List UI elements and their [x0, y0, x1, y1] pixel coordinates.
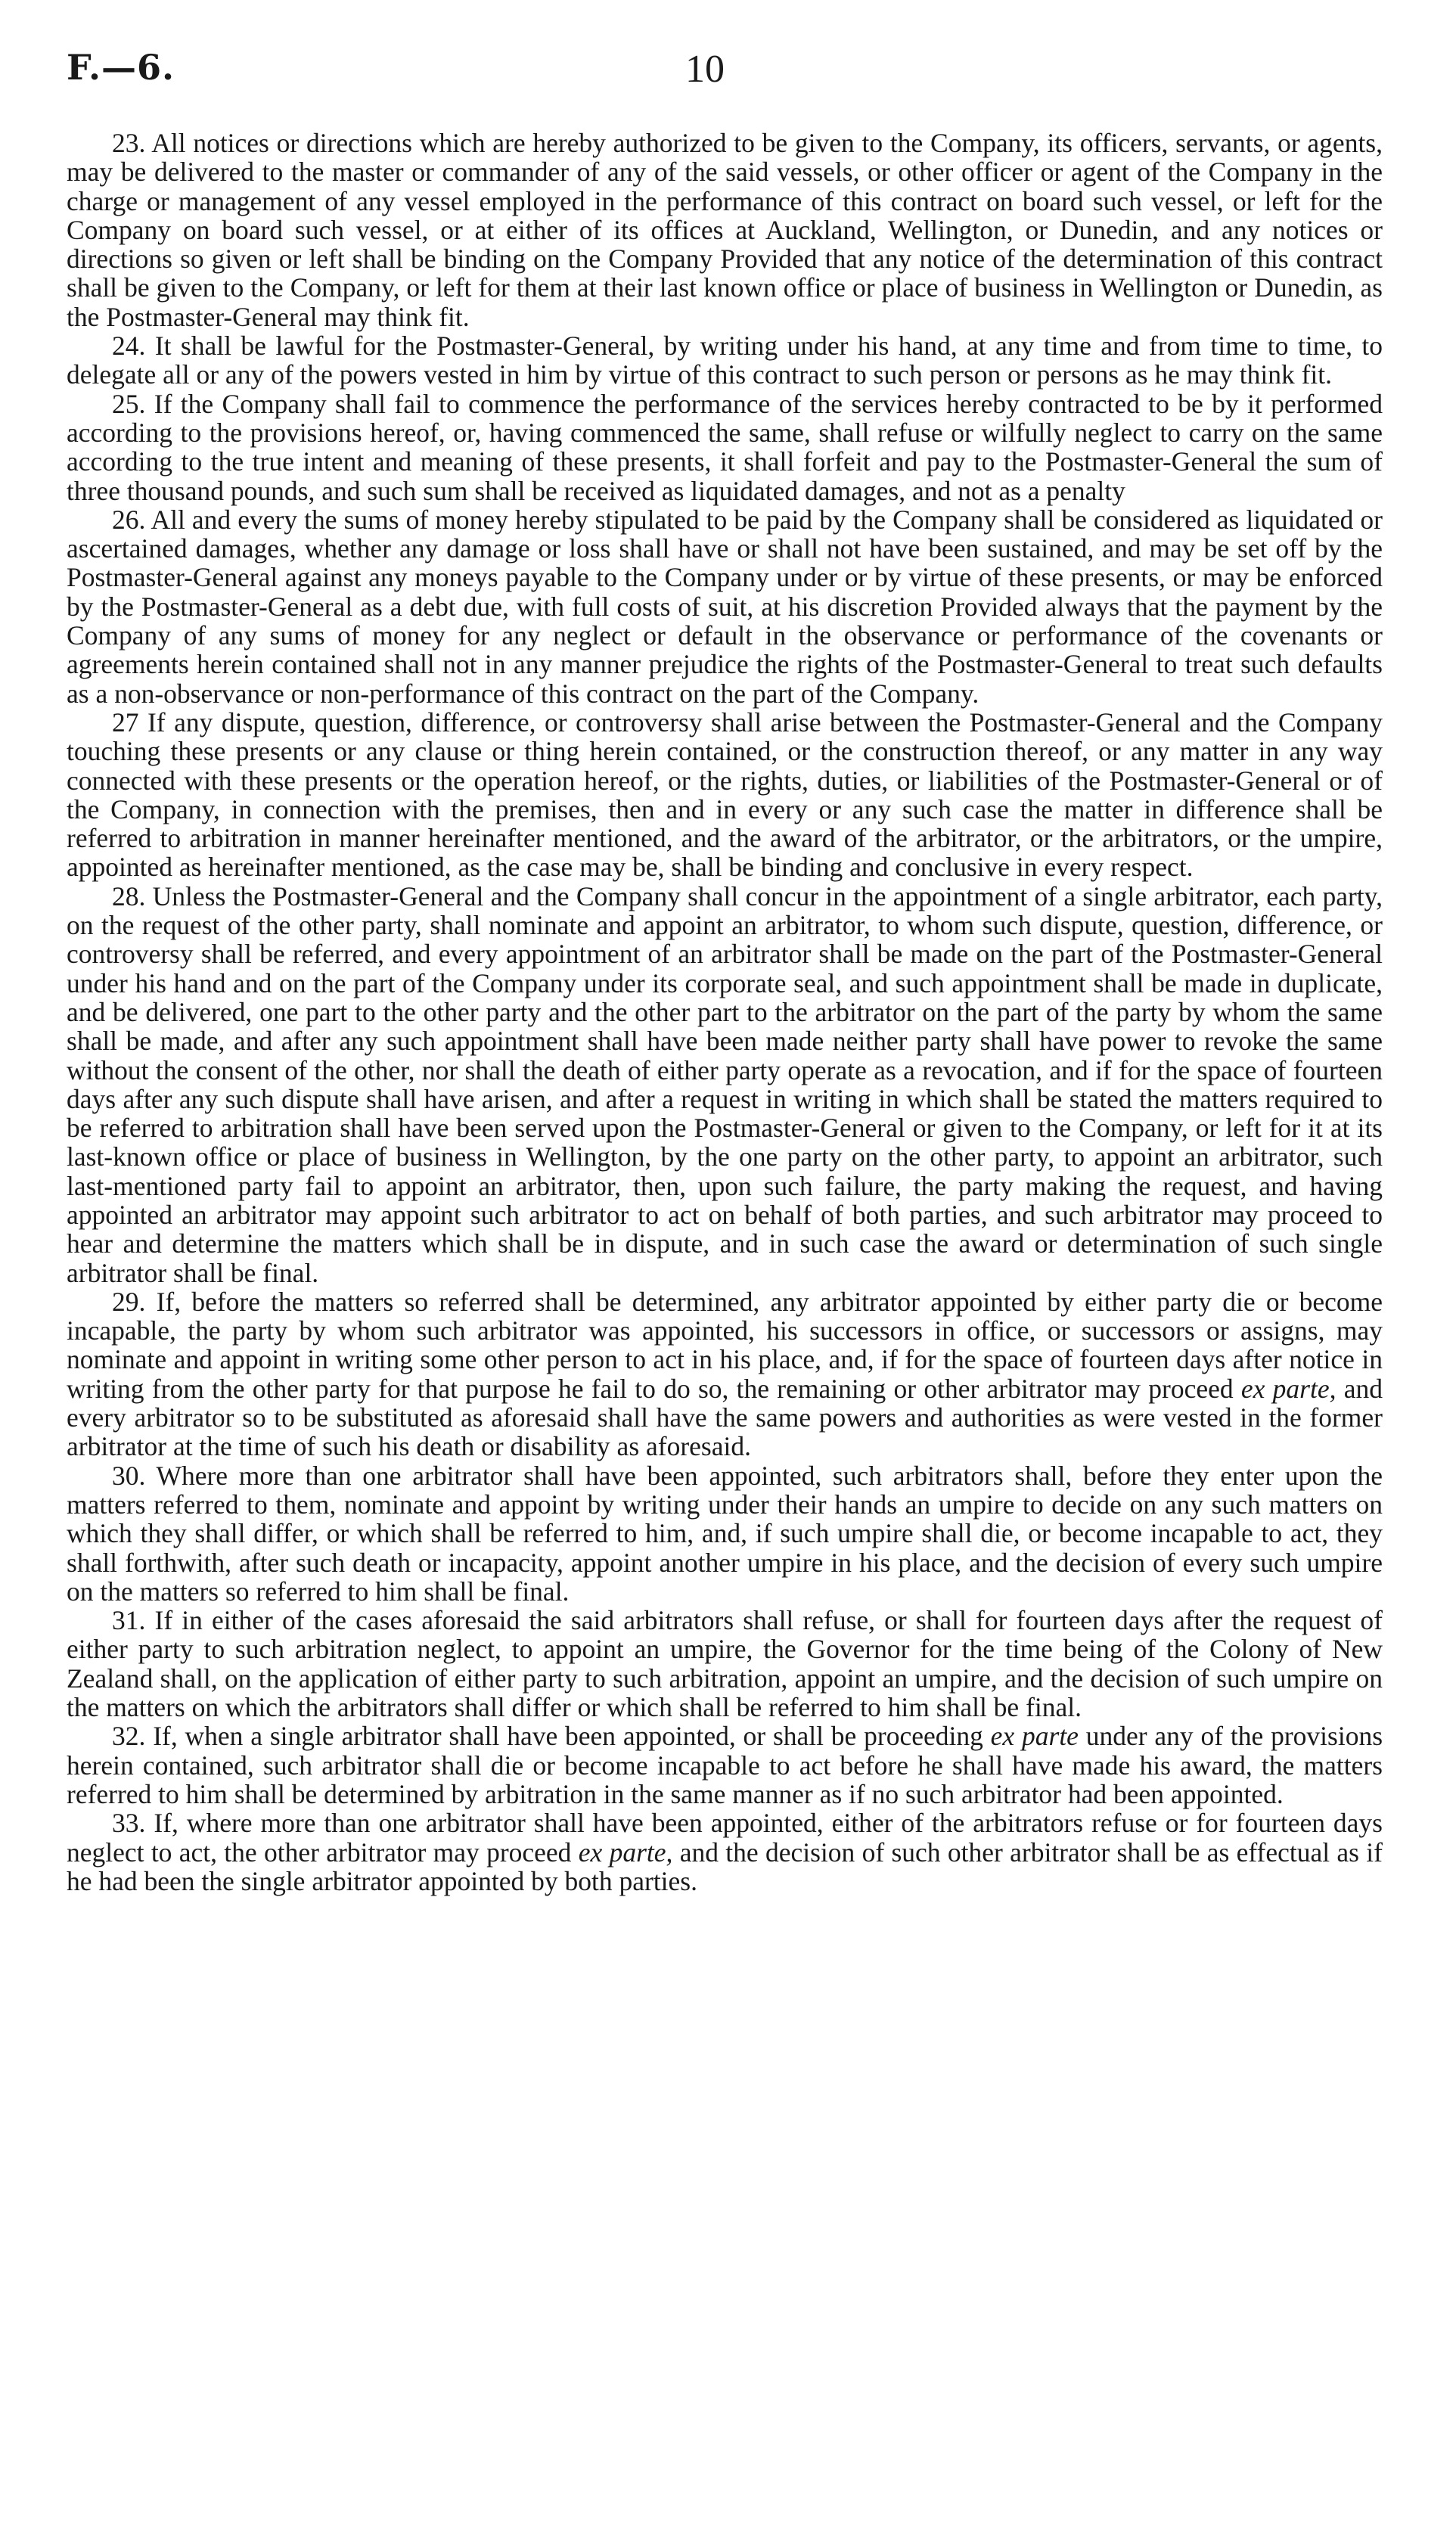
page-header	[67, 47, 1383, 107]
clause-text: If in either of the cases aforesaid the said arbitrators shall refuse, or shall for fourteen days after the request of either party to such arbitration neglect, to appoint an umpire, the Governor for the time being of the Colony of New Zealand shall, on the application of either party to such arbitration, appoint an umpire, and the decision of such umpire on the matters on which the arbitrators shall differ or which shall be referred to him shall be final.	[67, 1605, 1383, 1723]
clause-text: Unless the Postmaster-General and the Company shall concur in the appointment of a single arbitrator, each party, on the request of the other party, shall nominate and appoint an arbitrator, to whom such dispute, question, difference, or controversy shall be referred, and every appointment of an arbitrator shall be made on the part of the Postmaster-General under his hand and on the part of the Company under its corporate seal, and such appointment shall be made in duplicate, and be delivered, one part to the other party and the other part to the arbitrator on the part of the party by whom the same shall be made, and after any such appointment shall have been made neither party shall have power to revoke the same without the consent of the other, nor shall the death of either party operate as a revocation, and if for the space of fourteen days after any such dispute shall have arisen, and after a request in writing in which shall be stated the matters required to be referred to arbitration shall have been served upon the Postmaster-General or given to the Company, or left for it at its last-known office or place of business in Wellington, by the one party on the other party, to appoint an arbitrator, such last-mentioned party fail to appoint an arbitrator, then, upon such failure, the party making the request, and having appointed an arbitrator may appoint such arbitrator to act on behalf of both parties, and such arbitrator may proceed to hear and determine the matters which shall be in dispute, and in such case the award or determination of such single arbitrator shall be final.	[67, 880, 1383, 1288]
clause-23	[67, 129, 1383, 331]
clause-number: 23.	[112, 128, 146, 158]
page-number: 10	[685, 48, 725, 91]
clause-text-before: If, before the matters so referred shall be determined, any arbitrator appointed by either party die or become incapable, the party by whom such arbitrator was appointed, his successors in office, or successors or assigns, may nominate and appoint in writing some other person to act in his place, and, if for the space of fourteen days after notice in writing from the other party for that purpose he fail to do so, the remaining or other arbitrator may proceed	[67, 1286, 1383, 1404]
clause-30	[67, 1461, 1383, 1606]
clause-text: If the Company shall fail to commence the performance of the services hereby contracted to be by it performed according to the provisions hereof, or, having commenced the same, shall refuse or wilfully neglect to carry on the same according to the true intent and meaning of these presents, it shall forfeit and pay to the Postmaster-General the sum of three thousand pounds, and such sum shall be received as liquidated damages, and not as a penalty	[67, 388, 1383, 506]
clause-number: 33.	[112, 1808, 146, 1839]
clause-text-after: and the decision of such other arbitrator shall be as effectual as if he had been the single arbitrator appointed by both parties.	[67, 1837, 1383, 1896]
clause-25	[67, 390, 1383, 505]
clause-text: Where more than one arbitrator shall have been appointed, such arbitrators shall, before they enter upon the matters referred to them, nominate and appoint by writing under their hands an umpire to decide on any such matters on which they shall differ, or which shall be referred to him, and, if such umpire shall die, or become incapable to act, they shall forthwith, after such death or incapacity, appoint another umpire in his place, and the decision of every such umpire on the matters so referred to him shall be final.	[67, 1460, 1383, 1607]
clause-number: 24.	[112, 331, 146, 362]
clause-text-after: under any of the provisions herein contained, such arbitrator shall die or become incapable to act before he shall have made his award, the matters referred to him shall be determined by arbitration in the same manner as if no such arbitrator had been appointed.	[67, 1721, 1383, 1809]
clause-text: It shall be lawful for the Postmaster-General, by writing under his hand, at any time and from time to time, to delegate all or any of the powers vested in him by virtue of this contract to such person or persons as he may think fit.	[67, 331, 1383, 390]
clause-text: All and every the sums of money hereby stipulated to be paid by the Company shall be considered as liquidated or ascertained damages, whether any damage or loss shall have or shall not have been sustained, and may be set off by the Postmaster-General against any moneys payable to the Company under or by virtue of these presents, or may be enforced by the Postmaster-General as a debt due, with full costs of suit, at his discretion Provided always that the payment by the Company of any sums of money for any neglect or default in the observance or performance of the covenants or agreements herein contained shall not in any manner prejudice the rights of the Postmaster-General to treat such defaults as a non-observance or non-performance of this contract on the part of the Company.	[67, 504, 1383, 709]
clause-24	[67, 331, 1383, 390]
clause-number: 29.	[112, 1286, 146, 1317]
clause-number: 25.	[112, 388, 146, 419]
clause-27	[67, 708, 1383, 882]
clause-32	[67, 1722, 1383, 1809]
clause-italic-term: ex parte,	[1240, 1373, 1336, 1404]
clause-number: 30.	[112, 1460, 146, 1491]
clause-31	[67, 1606, 1383, 1722]
clause-text: All notices or directions which are hereby authorized to be given to the Company, its officers, servants, or agents, may be delivered to the master or commander of any of the said vessels, or other officer or agent of the Company in the charge or management of any vessel employed in the performance of this contract on board such vessel, or left for the Company on board such vessel, or at either of its offices at Auckland, Wellington, or Dunedin, and any notices or directions so given or left shall be binding on the Company Provided that any notice of the determination of this contract shall be given to the Company, or left for them at their last known office or place of business in Wellington or Dunedin, as the Postmaster-General may think fit.	[67, 128, 1383, 332]
clause-italic-term: ex parte	[990, 1721, 1079, 1752]
clause-26	[67, 505, 1383, 708]
clause-number: 26.	[112, 504, 146, 535]
clause-text: If any dispute, question, difference, or controversy shall arise between the Postmaster-General and the Company touching these presents or any clause or thing herein contained, or the construction thereof, or any matter in any way connected with these presents or the operation hereof, or the rights, duties, or liabilities of the Postmaster-General or of the Company, in connection with the premises, then and in every or any such case the matter in difference shall be referred to arbitration in manner hereinafter mentioned, and the award of the arbitrator, or the arbitrators, or the umpire, appointed as hereinafter mentioned, as the case may be, shall be binding and conclusive in every respect.	[67, 706, 1383, 883]
document-reference: F.—6.	[67, 47, 175, 88]
document-body	[67, 129, 1383, 1896]
clause-29	[67, 1287, 1383, 1461]
clause-text-after: and every arbitrator so to be substituted as aforesaid shall have the same powers and authorities as were vested in the former arbitrator at the time of such his death or disability as aforesaid.	[67, 1373, 1383, 1462]
clause-number: 28.	[112, 880, 146, 911]
clause-italic-term: ex parte,	[578, 1837, 673, 1868]
clause-28	[67, 882, 1383, 1287]
clause-33	[67, 1809, 1383, 1896]
clause-number: 32.	[112, 1721, 146, 1752]
clause-number: 27	[112, 706, 139, 737]
clause-number: 31.	[112, 1605, 146, 1636]
clause-text-before: If, where more than one arbitrator shall have been appointed, either of the arbitrators refuse or for fourteen days neglect to act, the other arbitrator may proceed	[67, 1808, 1383, 1868]
clause-text-before: If, when a single arbitrator shall have been appointed, or shall be proceeding	[153, 1721, 991, 1752]
